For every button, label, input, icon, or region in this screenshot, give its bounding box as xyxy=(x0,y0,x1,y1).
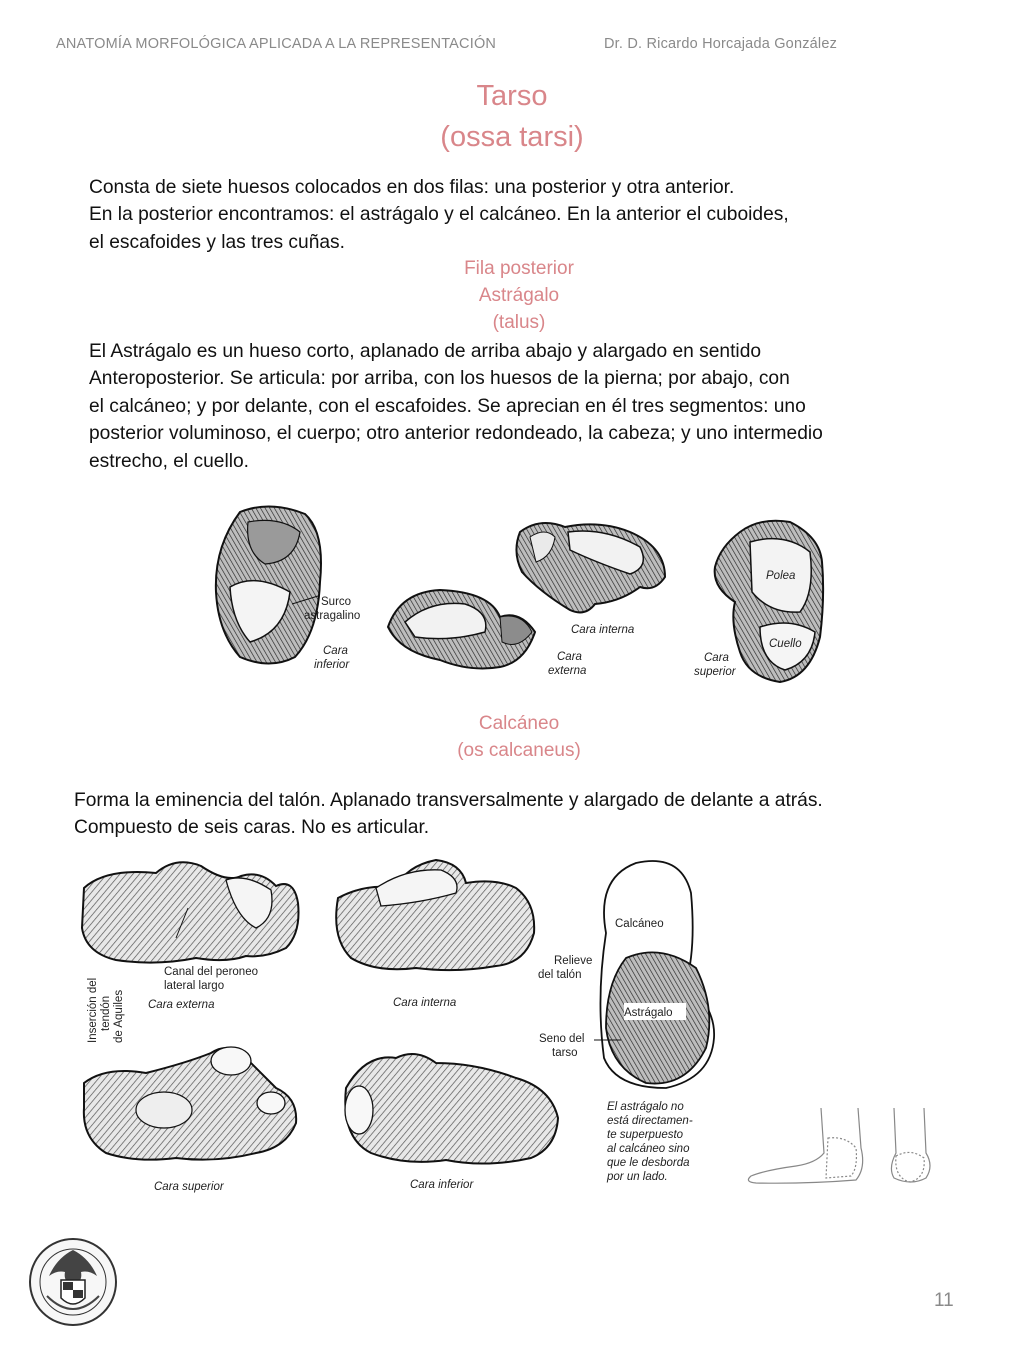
label-cara-inferior-1: Cara xyxy=(323,645,348,657)
section-heading-talus: Astrágalo xyxy=(478,285,560,306)
intro-line: En la posterior encontramos: el astrágalo y el calcáneo. En la anterior el cuboides, xyxy=(89,204,789,226)
label-cara-superior-2: superior xyxy=(694,666,736,678)
section-heading-calcaneus: Calcáneo xyxy=(478,713,560,734)
label-insercion-2: tendón xyxy=(100,995,112,1031)
label-relieve-2: del talón xyxy=(538,969,582,981)
label-canal-peroneo-2: lateral largo xyxy=(164,980,225,992)
label-insercion-1: Inserción del xyxy=(87,977,99,1043)
label-cara-interna-calc: Cara interna xyxy=(393,997,457,1009)
talus-illustration xyxy=(200,492,840,710)
header-author: Dr. D. Ricardo Horcajada González xyxy=(604,36,838,52)
label-cara-interna: Cara interna xyxy=(571,624,635,636)
label-relieve-1: Relieve xyxy=(554,955,593,967)
intro-line: el escafoides y las tres cuñas. xyxy=(89,231,345,253)
label-calcaneo: Calcáneo xyxy=(615,918,664,930)
section-heading-calcaneus-latin: (os calcaneus) xyxy=(457,740,581,761)
university-seal-logo xyxy=(27,1236,119,1328)
label-cara-superior-calc: Cara superior xyxy=(154,1181,224,1193)
note-line: El astrágalo no xyxy=(607,1101,684,1113)
label-surco: Surco xyxy=(321,596,352,608)
label-astragalo: Astrágalo xyxy=(624,1007,673,1019)
note-line: está directamen- xyxy=(607,1115,693,1127)
label-cara-superior-1: Cara xyxy=(704,652,729,664)
calcaneus-line: Forma la eminencia del talón. Aplanado transversalmente y alargado de delante a atrás. xyxy=(74,790,823,811)
label-polea: Polea xyxy=(766,570,796,582)
label-insercion-aquiles xyxy=(87,978,125,1043)
foot-back-outline xyxy=(891,1108,930,1182)
calcaneus-line: Compuesto de seis caras. No es articular. xyxy=(74,817,430,839)
calcaneus-superior-view xyxy=(84,1047,296,1160)
page-subtitle: (ossa tarsi) xyxy=(440,121,584,153)
label-cara-externa-calc: Cara externa xyxy=(148,999,215,1011)
talus-calcaneus-overlay-diagram xyxy=(600,861,714,1088)
talus-inferior-view xyxy=(216,506,321,663)
label-insercion-3: de Aquiles xyxy=(113,989,125,1043)
label-cara-inferior-2: inferior xyxy=(314,659,350,671)
section-heading-posterior-row: Fila posterior xyxy=(464,258,574,279)
calcaneus-paragraph xyxy=(74,787,823,842)
page-title: Tarso xyxy=(476,80,548,112)
label-seno-2: tarso xyxy=(552,1047,578,1059)
calcaneus-external-view xyxy=(82,862,299,962)
label-seno-1: Seno del xyxy=(539,1033,585,1045)
talus-paragraph xyxy=(89,338,823,475)
overlay-note xyxy=(606,1101,693,1183)
talus-external-view xyxy=(388,590,535,668)
note-line: por un lado. xyxy=(607,1171,668,1183)
label-cara-externa-2: externa xyxy=(548,665,587,677)
talus-line: posterior voluminoso, el cuerpo; otro anterior redondeado, la cabeza; y uno intermedio xyxy=(89,423,823,445)
note-line: te superpuesto xyxy=(607,1129,684,1141)
foot-side-outline xyxy=(748,1108,862,1183)
page-number: 11 xyxy=(934,1290,954,1311)
label-astragalino: astragalino xyxy=(304,610,361,622)
calcaneus-inferior-view xyxy=(345,1054,558,1164)
calcaneus-internal-view xyxy=(336,860,534,970)
label-canal-peroneo-1: Canal del peroneo xyxy=(164,966,258,978)
label-cuello: Cuello xyxy=(769,638,802,650)
note-line: que le desborda xyxy=(607,1157,690,1169)
talus-internal-view xyxy=(516,523,665,612)
talus-line: El Astrágalo es un hueso corto, aplanado de arriba abajo y alargado en sentido xyxy=(89,341,762,362)
calcaneus-illustration xyxy=(76,848,956,1198)
talus-line: Anteroposterior. Se articula: por arriba, con los huesos de la pierna; por abajo, con xyxy=(89,368,790,390)
label-cara-externa-1: Cara xyxy=(557,651,582,663)
intro-line: Consta de siete huesos colocados en dos filas: una posterior y otra anterior. xyxy=(89,177,735,198)
intro-paragraph xyxy=(89,174,789,256)
header-course-title: ANATOMÍA MORFOLÓGICA APLICADA A LA REPRESENTACIÓN xyxy=(56,36,497,52)
talus-line: el calcáneo; y por delante, con el escafoides. Se aprecian en él tres segmentos: uno xyxy=(89,395,806,417)
section-heading-talus-latin: (talus) xyxy=(492,312,546,333)
talus-line: estrecho, el cuello. xyxy=(89,450,249,472)
note-line: al calcáneo sino xyxy=(607,1143,690,1155)
talus-superior-view xyxy=(715,521,823,682)
label-cara-inferior-calc: Cara inferior xyxy=(410,1179,474,1191)
